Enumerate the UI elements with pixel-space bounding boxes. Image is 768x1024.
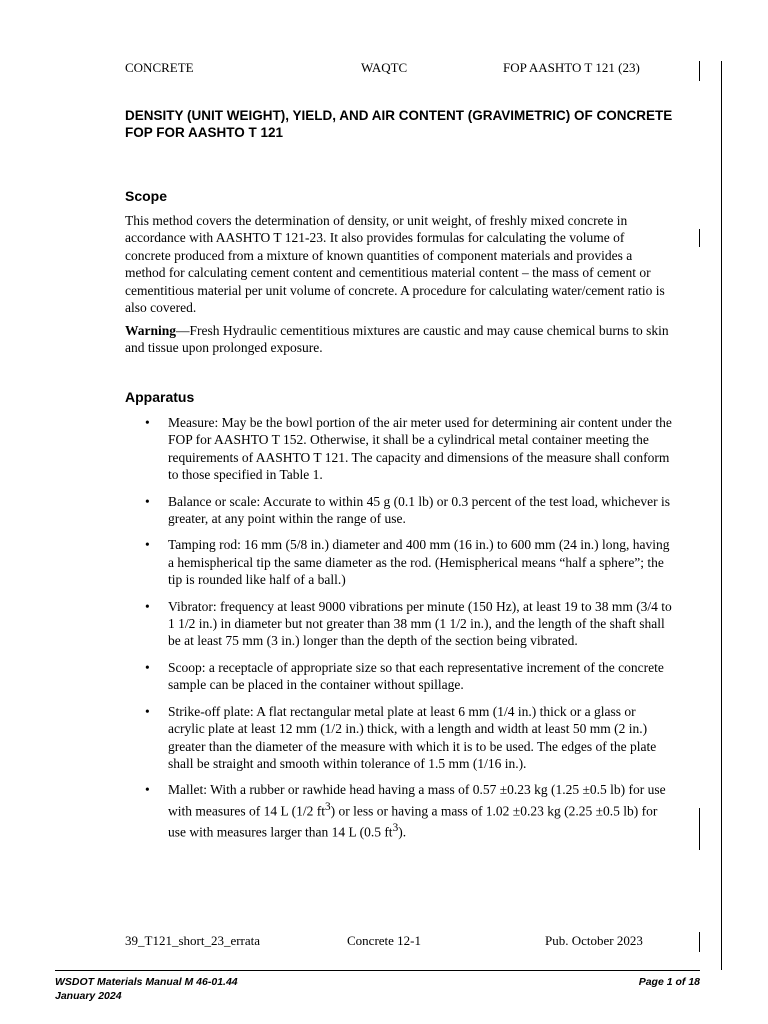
revision-bar [699,808,700,850]
manual-date: January 2024 [55,990,122,1002]
list-item: • Strike-off plate: A flat rectangular metal plate at least 6 mm (1/4 in.) thick or a glass or acrylic plate at least 12 mm (1/2 in.) thick, with a length and width at least 50 mm (2 in.) greater than the diameter of the measure with which it is to be used. The edges of the plate shall be straight and smooth within tolerance of 1.5 mm (1/16 in.). [145,703,657,771]
bullet: • [145,703,150,719]
footer-pub-date: Pub. October 2023 [545,933,643,948]
footer-file-name: 39_T121_short_23_errata [125,933,261,948]
list-item: • Mallet: With a rubber or rawhide head having a mass of 0.57 ±0.23 kg (1.25 ±0.5 lb) for use with measures of 14 L (1/2 $ft^3$) or less or having a mass of 1.02 ±0.23 kg (2.25 ±0.5 lb) for use with measures larger than 14 L (0.5 $ft^3$). [145,782,666,840]
header-right: FOP AASHTO T 121 (23) [503,60,640,75]
warning-paragraph [125,322,673,357]
title-line-2: FOP FOR AASHTO T 121 [125,125,284,140]
bullet: • [145,493,150,509]
scope-body: This method covers the determination of density, or unit weight, of freshly mixed concrete in accordance with AASHTO T 121-23. It also provides formulas for calculating the volume of concrete produced from a mixture of known quantities of component materials and provides a method for calculating cement content and cementitious material content – the mass of cement or cementitious material per unit volume of concrete. A procedure for calculating water/cement ratio is also covered. [125,213,665,316]
bullet: • [145,537,150,553]
header-left: CONCRETE [125,60,194,75]
list-item: • Tamping rod: 16 mm (5/8 in.) diameter and 400 mm (16 in.) to 600 mm (24 in.) long, having a hemispherical tip the same diameter as the rod. (Hemispherical means “half a sphere”; the tip is rounded like half of a ball.) [145,537,670,588]
list-item: • Scoop: a receptacle of appropriate size so that each representative increment of the concrete sample can be placed in the container without spillage. [145,659,664,693]
page-edge-line [721,61,722,970]
warning-text: —Fresh Hydraulic cementitious mixtures are caustic and may cause chemical burns to skin and tissue upon prolonged exposure. [125,323,669,356]
header-center: WAQTC [361,60,408,75]
footer-rule [55,970,700,971]
revision-bar [699,61,700,81]
list-item: • Measure: May be the bowl portion of the air meter used for determining air content under the FOP for AASHTO T 152. Otherwise, it shall be a cylindrical metal container meeting the requirements of AASHTO T 121. The capacity and dimensions of the measure shall conform to those specified in Table 1. [145,415,672,483]
scope-heading: Scope [125,188,168,204]
apparatus-heading: Apparatus [125,389,195,405]
document-title [125,107,685,141]
list-item: • Balance or scale: Accurate to within 45 g (0.1 lb) or 0.3 percent of the test load, whichever is greater, at any point within the range of use. [145,493,670,527]
list-item: • Vibrator: frequency at least 9000 vibrations per minute (150 Hz), at least 19 to 38 mm (3/4 to 1 1/2 in.) in diameter but not greater than 38 mm (1 1/2 in.), and the length of the shaft shall be at least 75 mm (3 in.) longer than the depth of the section being vibrated. [145,598,672,649]
bullet: • [145,598,150,614]
bullet: • [145,782,150,798]
bullet: • [145,659,150,675]
page-number: Page 1 of 18 [638,976,700,988]
revision-bar [699,932,700,952]
title-line-1: DENSITY (UNIT WEIGHT), YIELD, AND AIR CONTENT (GRAVIMETRIC) OF CONCRETE [125,108,673,123]
revision-bar [699,229,700,247]
footer-page-ref: Concrete 12-1 [347,933,422,948]
apparatus-list [125,414,673,850]
manual-name: WSDOT Materials Manual M 46-01.44 [55,976,238,988]
warning-label: Warning [125,323,177,338]
bullet: • [145,415,150,430]
